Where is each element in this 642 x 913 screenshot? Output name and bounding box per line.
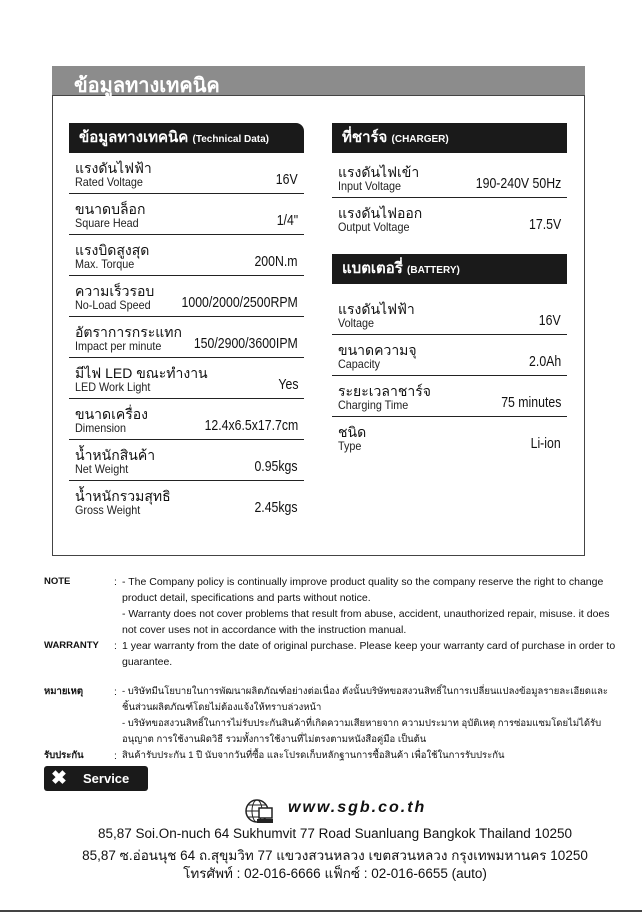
spec-row: [69, 317, 304, 358]
section-title: ข้อมูลทางเทคนิค: [79, 129, 189, 146]
warranty-row: [44, 638, 616, 670]
spec-value: 150/2900/3600IPM: [194, 335, 298, 352]
th-warranty-text: สินค้ารับประกัน 1 ปี นับจากวันที่ซื้อ และโปรดเก็บหลักฐานการซื้อสินค้า เพื่อใช้ในการรับประกัน: [122, 750, 505, 761]
spec-label-thai: ขนาดบล็อก: [75, 201, 146, 217]
section-subtitle: (BATTERY): [407, 265, 460, 276]
spec-row: [69, 440, 304, 481]
spec-label-thai: อัตราการกระแทก: [75, 324, 182, 340]
address-english: 85,87 Soi.On-nuch 64 Sukhumvit 77 Road Suanluang Bangkok Thailand 10250: [97, 826, 573, 841]
website-link[interactable]: www.sgb.co.th: [288, 799, 427, 816]
spec-row: [332, 376, 567, 417]
spec-row: [69, 358, 304, 399]
battery-panel: [332, 254, 567, 458]
spec-row: [69, 194, 304, 235]
warranty-text: 1 year warranty from the date of original purchase. Please keep your warranty card of purchase in order to guarantee.: [122, 640, 616, 668]
technical-data-header: [69, 123, 304, 153]
spec-value: Yes: [277, 376, 298, 393]
spec-label-english: Square Head: [75, 216, 139, 230]
note-text-1: - The Company policy is continually improve product quality so the company reserve the right to change product detail, specifications and parts without notice.: [122, 576, 604, 604]
spec-label-english: Output Voltage: [338, 220, 410, 234]
page-header: [52, 66, 585, 96]
service-badge: [44, 766, 148, 791]
spec-label-english: Gross Weight: [75, 503, 141, 517]
spec-label-english: Rated Voltage: [75, 175, 143, 189]
section-title: แบตเตอรี่: [342, 260, 403, 277]
spec-row: [332, 417, 567, 458]
spec-label-thai: น้ำหนักรวมสุทธิ: [75, 488, 171, 504]
spec-label-thai: ความเร็วรอบ: [75, 283, 155, 299]
spec-label-thai: แรงดันไฟฟ้า: [338, 301, 415, 317]
section-subtitle: (Technical Data): [192, 134, 269, 145]
spec-label-thai: ขนาดเครื่อง: [75, 406, 149, 422]
spec-label-thai: ขนาดความจุ: [338, 342, 417, 358]
note-label: NOTE: [44, 576, 71, 587]
spec-label-thai: น้ำหนักสินค้า: [75, 447, 156, 463]
spec-label-english: Net Weight: [75, 462, 129, 476]
spec-row: [69, 153, 304, 194]
spec-label-english: Max. Torque: [75, 257, 135, 271]
spec-label-english: Capacity: [338, 357, 381, 371]
address-thai: 85,87 ซ.อ่อนนุช 64 ถ.สุขุมวิท 77 แขวงสวนหลวง เขตสวนหลวง กรุงเทพมหานคร 10250: [82, 848, 588, 863]
th-warranty-row: [44, 748, 616, 764]
charger-header: [332, 123, 567, 153]
colon: :: [114, 640, 117, 652]
service-label: Service: [83, 771, 130, 786]
spec-label-english: Impact per minute: [75, 339, 162, 353]
warranty-label: WARRANTY: [44, 640, 99, 651]
spec-value: 75 minutes: [500, 394, 561, 411]
spec-label-thai: แรงดันไฟเข้า: [338, 164, 420, 180]
colon: :: [114, 686, 117, 698]
spec-value: 1000/2000/2500RPM: [181, 294, 298, 311]
spec-row: [69, 399, 304, 440]
section-subtitle: (CHARGER): [391, 134, 449, 145]
spec-value: 16V: [539, 312, 561, 329]
page-title: ข้อมูลทางเทคนิค: [74, 75, 220, 97]
spec-label-english: Input Voltage: [338, 179, 402, 193]
spec-label-english: Dimension: [75, 421, 127, 435]
spec-label-english: Type: [338, 439, 362, 453]
spec-label-english: LED Work Light: [75, 380, 151, 394]
spec-value: 200N.m: [254, 253, 298, 270]
spec-value: 1/4": [276, 212, 298, 229]
spec-row: [332, 157, 567, 198]
th-warranty-label: รับประกัน: [44, 750, 84, 761]
spec-row: [332, 335, 567, 376]
note-row: [44, 574, 616, 638]
th-note-text-2: - บริษัทขอสงวนสิทธิ์ในการไม่รับประกันสินค้าที่เกิดความเสียหายจาก ความประมาท อุบัติเหตุ การซ่อมแซมโดยไม่ได้รับอนุญาต การใช้งานผิดวิธี รวมทั้งการใช้งานที่ไม่ตรงตามหนังสือคู่มือ เป็นต้น: [122, 718, 602, 745]
spec-row: [69, 276, 304, 317]
phone-fax: โทรศัพท์ : 02-016-6666 แฟ็กซ์ : 02-016-6655 (auto): [183, 866, 487, 881]
spec-label-thai: มีไฟ LED ขณะทำงาน: [75, 365, 208, 381]
charger-panel: [332, 123, 567, 239]
bottom-divider: [0, 910, 642, 912]
th-note-label: หมายเหตุ: [44, 686, 84, 697]
spec-label-thai: ระยะเวลาชาร์จ: [338, 383, 431, 399]
colon: :: [114, 750, 117, 762]
spec-label-thai: ชนิด: [338, 424, 367, 440]
spec-row: [332, 198, 567, 239]
spec-value: 2.0Ah: [528, 353, 561, 370]
th-note-row: [44, 684, 616, 748]
spec-value: Li-ion: [530, 435, 561, 452]
globe-computer-icon: [244, 797, 274, 827]
spec-label-english: Voltage: [338, 316, 375, 330]
notes-section: [44, 574, 616, 764]
spec-label-english: No-Load Speed: [75, 298, 151, 312]
spec-value: 17.5V: [528, 216, 561, 233]
section-title: ที่ชาร์จ: [342, 129, 388, 146]
spec-label-thai: แรงบิดสูงสุด: [75, 242, 150, 258]
spec-label-english: Charging Time: [338, 398, 409, 412]
technical-data-panel: [69, 123, 304, 522]
spec-row: [69, 235, 304, 276]
spec-label-thai: แรงดันไฟออก: [338, 205, 423, 221]
spec-row: [69, 481, 304, 522]
battery-header: [332, 254, 567, 284]
wrench-screwdriver-icon: ✖: [51, 768, 67, 789]
spec-value: 12.4x6.5x17.7cm: [204, 417, 298, 434]
spec-value: 190-240V 50Hz: [475, 175, 561, 192]
spec-value: 2.45kgs: [254, 499, 298, 516]
spec-row: [332, 294, 567, 335]
spec-value: 16V: [276, 171, 298, 188]
colon: :: [114, 576, 117, 588]
spec-label-thai: แรงดันไฟฟ้า: [75, 160, 152, 176]
th-note-text-1: - บริษัทมีนโยบายในการพัฒนาผลิตภัณฑ์อย่างต่อเนื่อง ดังนั้นบริษัทขอสงวนสิทธิ์ในการเปลี่ยนแปลงข้อมูลรายละเอียดและชิ้นส่วนผลิตภัณฑ์โดยไม่ต้องแจ้งให้ทราบล่วงหน้า: [122, 686, 608, 713]
note-text-2: - Warranty does not cover problems that result from abuse, accident, unauthorized repair, misuse. it does not cover uses not in accordance with the instruction manual.: [122, 608, 610, 636]
spec-value: 0.95kgs: [254, 458, 298, 475]
